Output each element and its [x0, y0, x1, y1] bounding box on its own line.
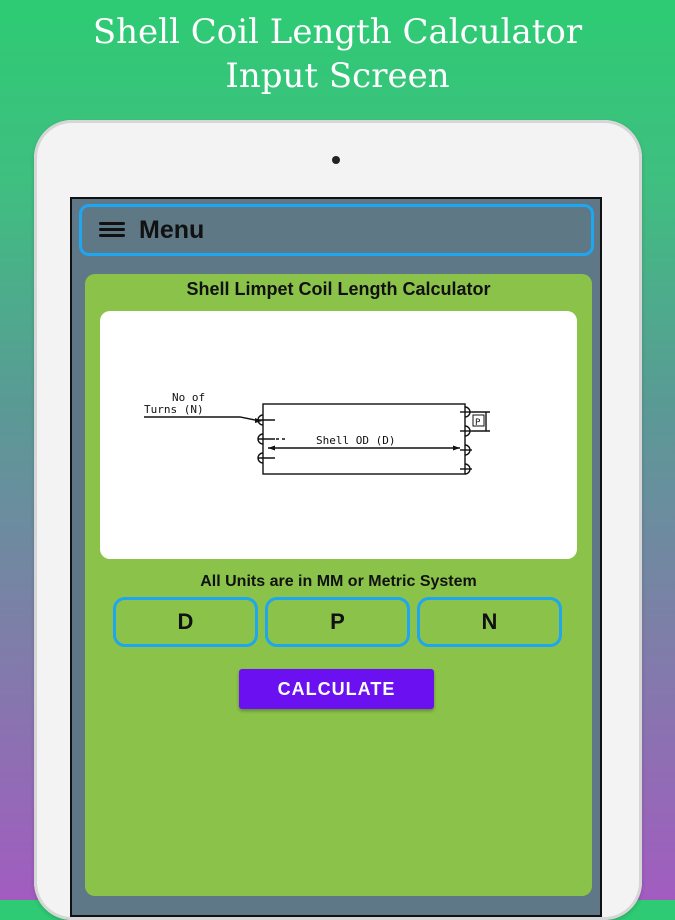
promo-headline: [0, 10, 675, 98]
input-n[interactable]: [417, 597, 562, 647]
input-d[interactable]: [113, 597, 258, 647]
hamburger-icon[interactable]: [99, 222, 125, 238]
pitch-label: P: [475, 418, 481, 428]
turns-label-line1: No of: [172, 391, 206, 404]
app-screen: [70, 197, 602, 917]
calculate-button[interactable]: CALCULATE: [239, 669, 434, 709]
calculator-title: Shell Limpet Coil Length Calculator: [186, 279, 491, 299]
input-p-placeholder: P: [330, 609, 345, 634]
input-n-placeholder: N: [481, 609, 498, 634]
camera-dot: [332, 156, 340, 164]
turns-label-line2: Turns (N): [144, 403, 204, 416]
promo-title-line2: Input Screen: [225, 56, 450, 96]
calculator-card: [85, 274, 592, 896]
input-d-placeholder: D: [177, 609, 194, 634]
shell-od-label: Shell OD (D): [316, 434, 396, 447]
menu-title[interactable]: Menu: [139, 215, 205, 244]
units-note: All Units are in MM or Metric System: [200, 573, 477, 590]
turns-leader-line: [144, 417, 260, 421]
coil-diagram: [100, 311, 577, 559]
app-bar: [79, 204, 594, 256]
coil-diagram-svg: [100, 311, 577, 559]
input-p[interactable]: [265, 597, 410, 647]
tablet-frame: [34, 120, 642, 920]
promo-title-line1: Shell Coil Length Calculator: [92, 12, 583, 52]
